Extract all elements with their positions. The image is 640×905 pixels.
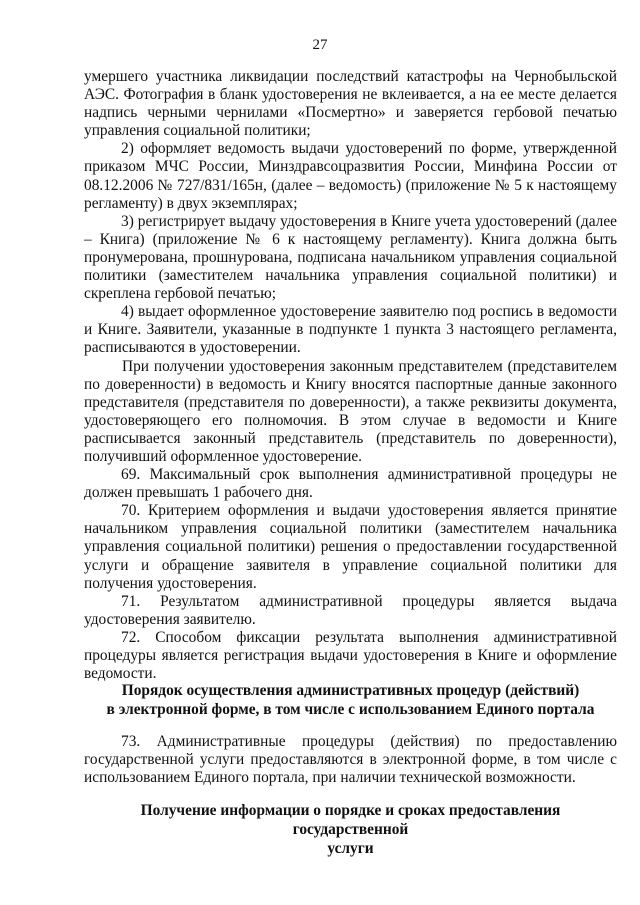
paragraph-item-3: 3) регистрирует выдачу удостоверения в Книге учета удостоверений (далее – Книга) (приложение № 6 к настоящему регламенту). Книга должна быть пронумерована, прошнурована, подписана начальником управления социальной политики (заместителем начальника управления социальной политики) и скреплена гербовой печатью; (84, 212, 617, 303)
section-heading-information (84, 801, 617, 858)
paragraph-representative: При получении удостоверения законным представителем (представителем по доверенности) в ведомость и Книгу вносятся паспортные данные законного представителя (представителя по доверенности), а также реквизиты документа, удостоверяющего его полномочия. В этом случае в ведомости и Книге расписывается законный представитель (представитель по доверенности), получивший оформленное удостоверение. (84, 357, 617, 465)
paragraph-item-2: 2) оформляет ведомость выдачи удостоверений по форме, утвержденной приказом МЧС России, Минздравсоцразвития России, Минфина России от 08.12.2006 № 727/831/165н, (далее – ведомость) (приложение № 5 к настоящему регламенту) в двух экземплярах; (84, 140, 617, 212)
section-heading-electronic-line-1: Порядок осуществления административных процедур (действий) (121, 682, 580, 699)
page-number: 27 (312, 37, 328, 53)
paragraph-item-4: 4) выдает оформленное удостоверение заявителю под роспись в ведомости и Книге. Заявители, указанные в подпункте 1 пункта 3 настоящего регламента, расписываются в удостоверении. (84, 303, 617, 357)
document-body-2 (84, 733, 617, 787)
paragraph-70: 70. Критерием оформления и выдачи удостоверения является принятие начальником управления социальной политики (заместителем начальника управления социальной политики) решения о предоставлении государственной услуги и обращение заявителя в управление социальной политики для получения удостоверения. (84, 502, 617, 592)
paragraph-73: 73. Административные процедуры (действия) по предоставлению государственной услуги предоставляются в электронной форме, в том числе с использованием Единого портала, при наличии технической возможности. (84, 733, 617, 787)
paragraph-71: 71. Результатом административной процедуры является выдача удостоверения заявителю. (84, 592, 617, 628)
section-heading-information-line-2: услуги (327, 840, 374, 857)
section-heading-electronic (84, 681, 617, 719)
section-heading-electronic-line-2: в электронной форме, в том числе с использованием Единого портала (106, 701, 595, 718)
paragraph-72: 72. Способом фиксации результата выполнения административной процедуры является регистрация выдачи удостоверения в Книге и оформление ведомости. (84, 628, 617, 683)
section-heading-information-line-1: Получение информации о порядке и сроках предоставления государственной (140, 802, 561, 838)
document-body (84, 68, 617, 683)
paragraph-69: 69. Максимальный срок выполнения административной процедуры не должен превышать 1 рабочего дня. (84, 466, 617, 502)
paragraph-continuation: умершего участника ликвидации последствий катастрофы на Чернобыльской АЭС. Фотография в бланк удостоверения не вклеивается, а на ее месте делается надпись черными чернилами «Посмертно» и заверяется гербовой печатью управления социальной политики; (84, 68, 617, 140)
